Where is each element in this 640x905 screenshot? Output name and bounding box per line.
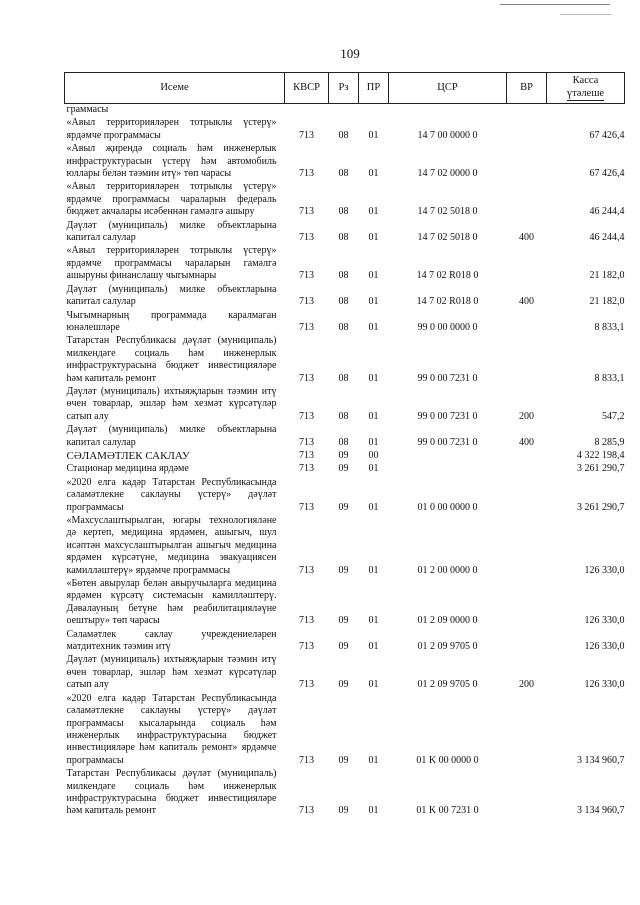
row-rz: 09 [338, 501, 349, 513]
table-row [65, 220, 625, 246]
table-row [65, 245, 625, 283]
row-rz: 09 [338, 679, 349, 691]
row-csr [389, 463, 507, 476]
row-kvsr: 713 [299, 463, 314, 475]
row-csr: 14 7 02 5018 0 [417, 206, 478, 218]
header-vr: ВР [507, 73, 547, 104]
row-amount: 126 330,0 [584, 641, 625, 653]
budget-table [64, 72, 625, 819]
row-vr [507, 104, 547, 118]
row-rz: 08 [338, 410, 349, 422]
row-vr: 400 [519, 436, 534, 448]
row-amount: 126 330,0 [584, 615, 625, 627]
table-row [65, 693, 625, 768]
table-row [65, 386, 625, 424]
row-csr: 01 K 00 0000 0 [416, 754, 479, 766]
row-name: «Авыл җирендә социаль һәм инженерлык инфраструктурасын үстерү һәм автомобиль юллары белән тәэмин итү» төп чарасы [66, 143, 277, 180]
row-rz: 09 [338, 641, 349, 653]
row-name: «Авыл территорияләрен тотрыклы үстерү» ярдәмче программасы чараларын федераль бюджет акчалары исәбеннән гамәлгә ашыру [66, 181, 277, 218]
row-pr: 01 [368, 463, 379, 475]
header-kassa-line2: үтәлеше [567, 88, 604, 101]
row-vr [507, 245, 547, 283]
row-vr [507, 335, 547, 386]
row-name: СӘЛАМӘТЛЕК САКЛАУ [66, 449, 190, 462]
row-vr: 400 [519, 232, 534, 244]
table-row [65, 450, 625, 463]
row-name: «2020 елга кадәр Татарстан Республикасында сәламәтлекне саклауны үстерү» дәүләт программасы кысаларында социаль һәм инженерлык инфраструктурасына бюджет инвестицияләре һәм капиталь ремонт» ярдәмче программасы [66, 692, 277, 766]
row-amount: 4 322 198,4 [577, 449, 625, 461]
row-vr [507, 768, 547, 819]
table-row [65, 143, 625, 181]
row-kvsr: 713 [299, 564, 314, 576]
row-amount: 547,2 [602, 410, 625, 422]
row-csr: 14 7 00 0000 0 [417, 129, 478, 141]
row-pr: 01 [368, 168, 379, 180]
row-vr [507, 181, 547, 219]
row-pr: 01 [368, 321, 379, 333]
row-kvsr: 713 [299, 168, 314, 180]
row-rz: 09 [338, 449, 349, 461]
row-name: Сәламәтлек саклау учреждениеләрен матдитехник тәэмин итү [66, 628, 277, 653]
row-amount: 8 833,1 [594, 372, 625, 384]
row-vr [507, 515, 547, 578]
row-csr: 99 0 00 7231 0 [417, 410, 478, 422]
top-rule-short [560, 14, 612, 15]
row-vr [507, 310, 547, 336]
table-row [65, 104, 625, 118]
row-name: Дәүләт (муниципаль) ихтыяҗларын тәэмин итү өчен товарлар, эшләр һәм хезмәт күрсәтүләр сатып алу [66, 385, 277, 422]
row-vr: 200 [519, 679, 534, 691]
row-csr: 99 0 00 0000 0 [417, 321, 478, 333]
row-pr: 01 [368, 805, 379, 817]
table-header-row [65, 73, 625, 104]
row-csr: 01 2 00 0000 0 [417, 564, 478, 576]
header-rz: Рз [329, 73, 359, 104]
row-pr: 01 [368, 296, 379, 308]
row-csr: 14 7 02 R018 0 [416, 270, 479, 282]
row-vr [507, 477, 547, 515]
row-csr: 14 7 02 5018 0 [417, 232, 478, 244]
table-row [65, 463, 625, 476]
row-pr: 01 [368, 501, 379, 513]
header-kvsr: КВСР [285, 73, 329, 104]
table-row [65, 310, 625, 336]
row-rz: 08 [338, 436, 349, 448]
row-kvsr: 713 [299, 436, 314, 448]
row-kvsr: 713 [299, 641, 314, 653]
row-vr: 400 [519, 296, 534, 308]
table-row [65, 335, 625, 386]
row-rz [329, 104, 359, 118]
row-kvsr: 713 [299, 232, 314, 244]
row-pr: 01 [368, 564, 379, 576]
table-body [65, 104, 625, 819]
table-row [65, 284, 625, 310]
row-rz: 09 [338, 564, 349, 576]
row-vr [507, 629, 547, 655]
top-rule [500, 4, 610, 5]
row-kvsr: 713 [299, 501, 314, 513]
row-csr: 14 7 02 0000 0 [417, 168, 478, 180]
row-rz: 08 [338, 270, 349, 282]
row-csr: 01 0 00 0000 0 [417, 501, 478, 513]
row-vr [507, 463, 547, 476]
row-kvsr: 713 [299, 615, 314, 627]
row-vr [507, 578, 547, 629]
row-rz: 09 [338, 754, 349, 766]
row-rz: 08 [338, 206, 349, 218]
row-name: Дәүләт (муниципаль) ихтыяҗларын тәэмин итү өчен товарлар, эшләр һәм хезмәт күрсәтүләр сатып алу [66, 654, 277, 691]
row-csr: 01 2 09 9705 0 [417, 641, 478, 653]
header-name: Исеме [65, 73, 285, 104]
row-kvsr: 713 [299, 754, 314, 766]
row-name: «Махсуслаштырылган, югары технологияләне дә кертеп, медицина ярдәмен, ашыгыч, шул исәптән махсуслаштырылган ашыгыч медицина ярдәмен күрсәтүне, медицина эвакуациясен камилләштерү» ярдәмче программасы [66, 515, 277, 576]
row-pr: 01 [368, 754, 379, 766]
row-csr: 01 2 09 9705 0 [417, 679, 478, 691]
row-name: Татарстан Республикасы дәүләт (муниципаль) милкендәге социаль һәм инженерлык инфраструктурасына бюджет инвестицияләре һәм капиталь ремонт [66, 768, 277, 817]
row-name: Чыгымнарның программада каралмаган юнәлешләре [66, 309, 277, 333]
row-name: «Авыл территорияләрен тотрыклы үстерү» ярдәмче программасы чараларын гамәлгә ашыруны финанслашу чыгымнары [66, 245, 277, 282]
row-vr [507, 143, 547, 181]
row-name: Дәүләт (муниципаль) милке объектларына капитал салулар [66, 283, 277, 308]
row-pr: 01 [368, 372, 379, 384]
row-amount: 3 134 960,7 [577, 805, 625, 817]
row-pr: 01 [368, 129, 379, 141]
row-name: «Авыл территорияләрен тотрыклы үстерү» ярдәмче программасы [66, 117, 277, 141]
row-amount: 67 426,4 [589, 168, 625, 180]
row-amount: 67 426,4 [589, 129, 625, 141]
row-rz: 08 [338, 296, 349, 308]
header-kassa-line1: Касса [572, 75, 599, 87]
row-kvsr: 713 [299, 449, 314, 461]
row-pr: 01 [368, 206, 379, 218]
table-row [65, 515, 625, 578]
row-kvsr: 713 [299, 270, 314, 282]
header-csr: ЦСР [389, 73, 507, 104]
row-amount: 3 261 290,7 [577, 501, 625, 513]
row-kvsr: 713 [299, 679, 314, 691]
header-pr: ПР [359, 73, 389, 104]
row-name: «2020 елга кадәр Татарстан Республикасында сәламәтлекне саклауны үстерү» дәүләт программасы [66, 476, 277, 513]
row-amount: 46 244,4 [589, 232, 625, 244]
row-vr [507, 450, 547, 463]
row-pr: 01 [368, 410, 379, 422]
row-amount: 3 134 960,7 [577, 754, 625, 766]
row-csr [389, 104, 507, 118]
row-csr: 99 0 00 7231 0 [417, 372, 478, 384]
row-amount: 8 285,9 [594, 436, 625, 448]
row-amount: 21 182,0 [589, 296, 625, 308]
row-rz: 09 [338, 463, 349, 475]
row-name: граммасы [66, 104, 109, 115]
row-name: Стационар медицина ярдәме [66, 463, 189, 475]
table-row [65, 477, 625, 515]
row-rz: 09 [338, 615, 349, 627]
row-csr: 99 0 00 7231 0 [417, 436, 478, 448]
row-kvsr: 713 [299, 296, 314, 308]
table-row [65, 629, 625, 655]
row-amount: 126 330,0 [584, 564, 625, 576]
row-name: «Бөтен авырулар белән авыручыларга медицина ярдәмен күрсәтү системасын камилләштерү. Дәвалауның бетүне һәм реабилитацияләүне оештыру» төп чарасы [66, 578, 277, 627]
row-rz: 08 [338, 321, 349, 333]
header-kassa [547, 73, 625, 104]
row-amount: 8 833,1 [594, 321, 625, 333]
row-pr: 00 [368, 449, 379, 461]
row-amount [547, 104, 625, 118]
row-rz: 08 [338, 129, 349, 141]
row-pr: 01 [368, 270, 379, 282]
row-amount: 3 261 290,7 [577, 463, 625, 475]
row-pr: 01 [368, 679, 379, 691]
row-pr: 01 [368, 436, 379, 448]
row-vr [507, 117, 547, 143]
row-kvsr: 713 [299, 321, 314, 333]
page-number: 109 [340, 46, 360, 61]
row-kvsr: 713 [299, 372, 314, 384]
row-pr: 01 [368, 641, 379, 653]
table-row [65, 578, 625, 629]
table-row [65, 654, 625, 692]
row-pr: 01 [368, 232, 379, 244]
row-csr: 01 2 09 0000 0 [417, 615, 478, 627]
row-rz: 08 [338, 168, 349, 180]
row-amount: 21 182,0 [589, 270, 625, 282]
row-name: Татарстан Республикасы дәүләт (муниципаль) милкендәге социаль һәм инженерлык инфраструктурасына бюджет инвестицияләре һәм капиталь ремонт [66, 335, 277, 384]
row-rz: 09 [338, 805, 349, 817]
row-pr [359, 104, 389, 118]
row-kvsr [285, 104, 329, 118]
row-rz: 08 [338, 372, 349, 384]
table-row [65, 117, 625, 143]
row-csr [389, 450, 507, 463]
row-kvsr: 713 [299, 805, 314, 817]
row-csr: 14 7 02 R018 0 [416, 296, 479, 308]
row-kvsr: 713 [299, 410, 314, 422]
row-kvsr: 713 [299, 206, 314, 218]
row-rz: 08 [338, 232, 349, 244]
row-pr: 01 [368, 615, 379, 627]
row-csr: 01 K 00 7231 0 [416, 805, 479, 817]
row-amount: 46 244,4 [589, 206, 625, 218]
row-vr: 200 [519, 410, 534, 422]
table-row [65, 181, 625, 219]
table-row [65, 424, 625, 450]
row-vr [507, 693, 547, 768]
row-kvsr: 713 [299, 129, 314, 141]
row-name: Дәүләт (муниципаль) милке объектларына капитал салулар [66, 424, 277, 448]
table-row [65, 768, 625, 819]
row-name: Дәүләт (муниципаль) милке объектларына капитал салулар [66, 219, 277, 244]
row-amount: 126 330,0 [584, 679, 625, 691]
